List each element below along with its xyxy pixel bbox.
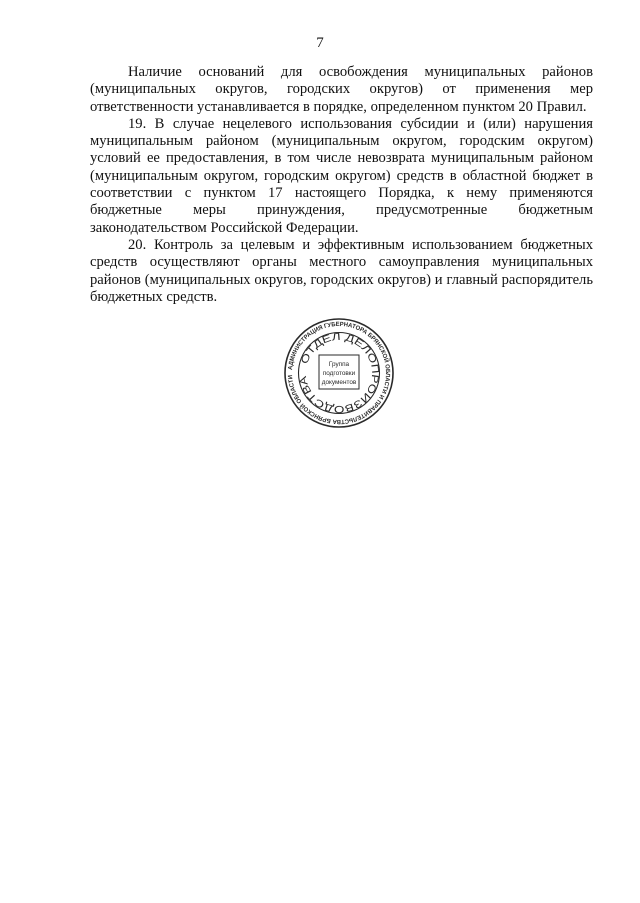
stamp-center-line: Группа — [328, 361, 350, 368]
stamp-seal-icon — [283, 317, 395, 429]
stamp-center-line: подготовки — [322, 370, 356, 377]
page-number: 7 — [316, 35, 324, 51]
body-text — [90, 64, 593, 306]
paragraph: 19. В случае нецелевого использования субсидии и (или) нарушения муниципальным районом (муниципальным округом, городским округом) условий ее предоставления, в том числе невозврата муниципальным районом (муниципальным округом, городским округом) средств в областной бюджет в соответствии с пунктом 17 настоящего Порядка, к нему применяются бюджетные меры принуждения, предусмотренные бюджетным законодательством Российской Федерации. — [90, 115, 593, 236]
paragraph: Наличие оснований для освобождения муниципальных районов (муниципальных округов, городских округов) от применения мер ответственности устанавливается в порядке, определенном пунктом 20 Правил. — [90, 64, 593, 115]
stamp-center-line: документов — [321, 379, 357, 386]
stamp-inner-text: ОТДЕЛ ДЕЛОПРОИЗВОДСТВА — [298, 331, 381, 415]
stamp-outer-text: АДМИНИСТРАЦИЯ ГУБЕРНАТОРА БРЯНСКОЙ ОБЛАСТИ И ПРАВИТЕЛЬСТВА БРЯНСКОЙ ОБЛАСТИ — [286, 320, 392, 426]
paragraph: 20. Контроль за целевым и эффективным использованием бюджетных средств осуществляют органы местного самоуправления муниципальных районов (муниципальных округов, городских округов) и главный распорядитель бюджетных средств. — [90, 236, 593, 305]
official-stamp — [283, 317, 395, 429]
